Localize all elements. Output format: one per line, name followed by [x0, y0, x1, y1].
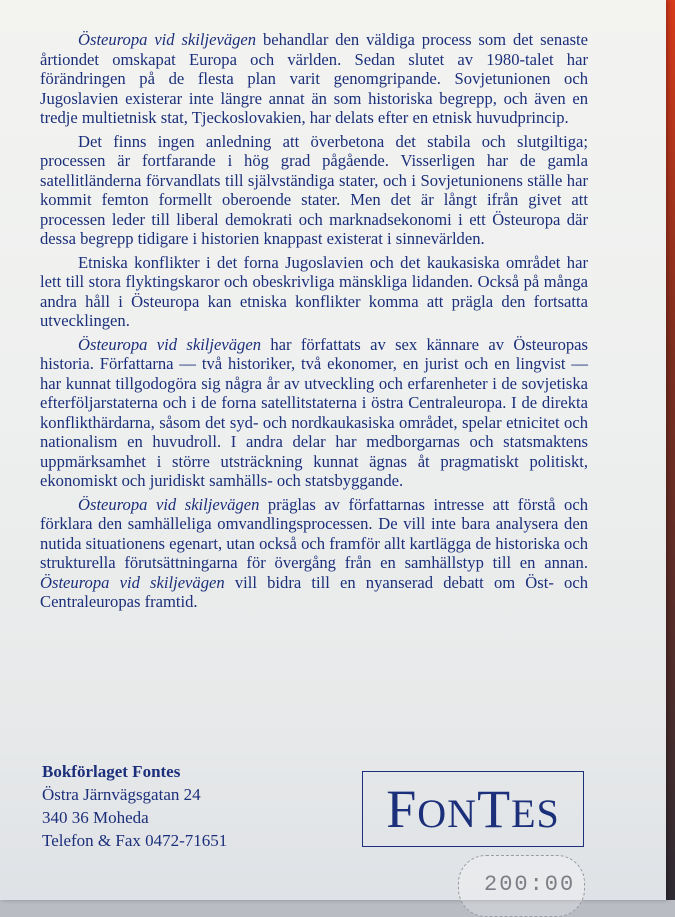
publisher-name: Bokförlaget Fontes: [42, 762, 181, 781]
blurb-paragraph-5: Östeuropa vid skiljevägen präglas av författarnas intresse att förstå och förklara den samhälleliga omvandlingsprocessen. De vill inte bara analysera den nutida situationens egenart, utan också och framför allt kartlägga de historiska och strukturella förutsättningarna för övergång från en samhällstyp till en annan. Östeuropa vid skiljevägen vill bidra till en nyanserad debatt om Öst- och Centraleuropas framtid.: [40, 494, 589, 611]
book-title-italic: Östeuropa vid skiljevägen: [78, 334, 262, 354]
publisher-phone: Telefon & Fax 0472-71651: [42, 831, 228, 850]
blurb-paragraph-4: Östeuropa vid skiljevägen har författats av sex kännare av Östeuropas historia. Författarna — två historiker, två ekonomer, en jurist och en lingvist — har kunnat tillgodogöra sig några år av utveckling och erfarenheter i de sovjetiska efterföljarstaterna och i de forna satellitstaterna i östra Centraleuropa. I de direkta konflikthärdarna, såsom det syd- och nordkaukasiska området, spelar etnicitet och nationalism en huvudroll. I andra delar har medborgarnas och statsmaktens uppmärksamhet i större utsträckning kunnat ägnas åt pragmatiskt politiskt, ekonomiskt och juridiskt samhälls- och statsbyggande.: [40, 334, 588, 490]
book-title-italic: Östeuropa vid skiljevägen: [78, 494, 260, 514]
blurb-paragraph-3: Etniska konflikter i det forna Jugoslavien och det kaukasiska området har lett till stora flyktingskaror och obeskrivliga mänskliga lidanden. Också på många andra håll i Östeuropa kan etniska konflikter komma att prägla den fortsatta utvecklingen.: [40, 252, 588, 330]
price-label: 200:00: [484, 872, 576, 897]
book-title-italic: Östeuropa vid skiljevägen: [78, 30, 257, 49]
publisher-street: Östra Järnvägsgatan 24: [42, 785, 201, 804]
book-title-italic: Östeuropa vid skiljevägen: [40, 572, 225, 592]
publisher-address: [42, 760, 227, 852]
blurb-paragraph-1: Östeuropa vid skiljevägen behandlar den väldiga process som det senaste årtiondet omskapat Europa och världen. Sedan slutet av 1980-talet har förändringen på de flesta plan varit genomgripande. Sovjetunionen och Jugoslavien existerar inte längre annat än som historiska begrepp, och även en tredje multietnisk stat, Tjeckoslovakien, har delats efter en etnisk huvudprincip.: [40, 30, 588, 127]
blurb-paragraph-2: Det finns ingen anledning att överbetona det stabila och slutgiltiga; processen är fortfarande i hög grad pågående. Visserligen har de gamla satellitländerna förvandlats till självständiga stater, och i Sovjetunionens ställe har kommit femton formellt oberoende stater. Men det är långt ifrån givet att processen leder till liberal demokrati och marknadsekonomi i ett Östeuropa där dessa begrepp tidigare i historien knappast existerat i sinnevärlden.: [40, 131, 588, 248]
publisher-logo: [362, 771, 584, 847]
logo-wordmark: FONTES: [386, 779, 560, 839]
blurb-text: [40, 30, 588, 616]
publisher-postal: 340 36 Moheda: [42, 808, 149, 827]
